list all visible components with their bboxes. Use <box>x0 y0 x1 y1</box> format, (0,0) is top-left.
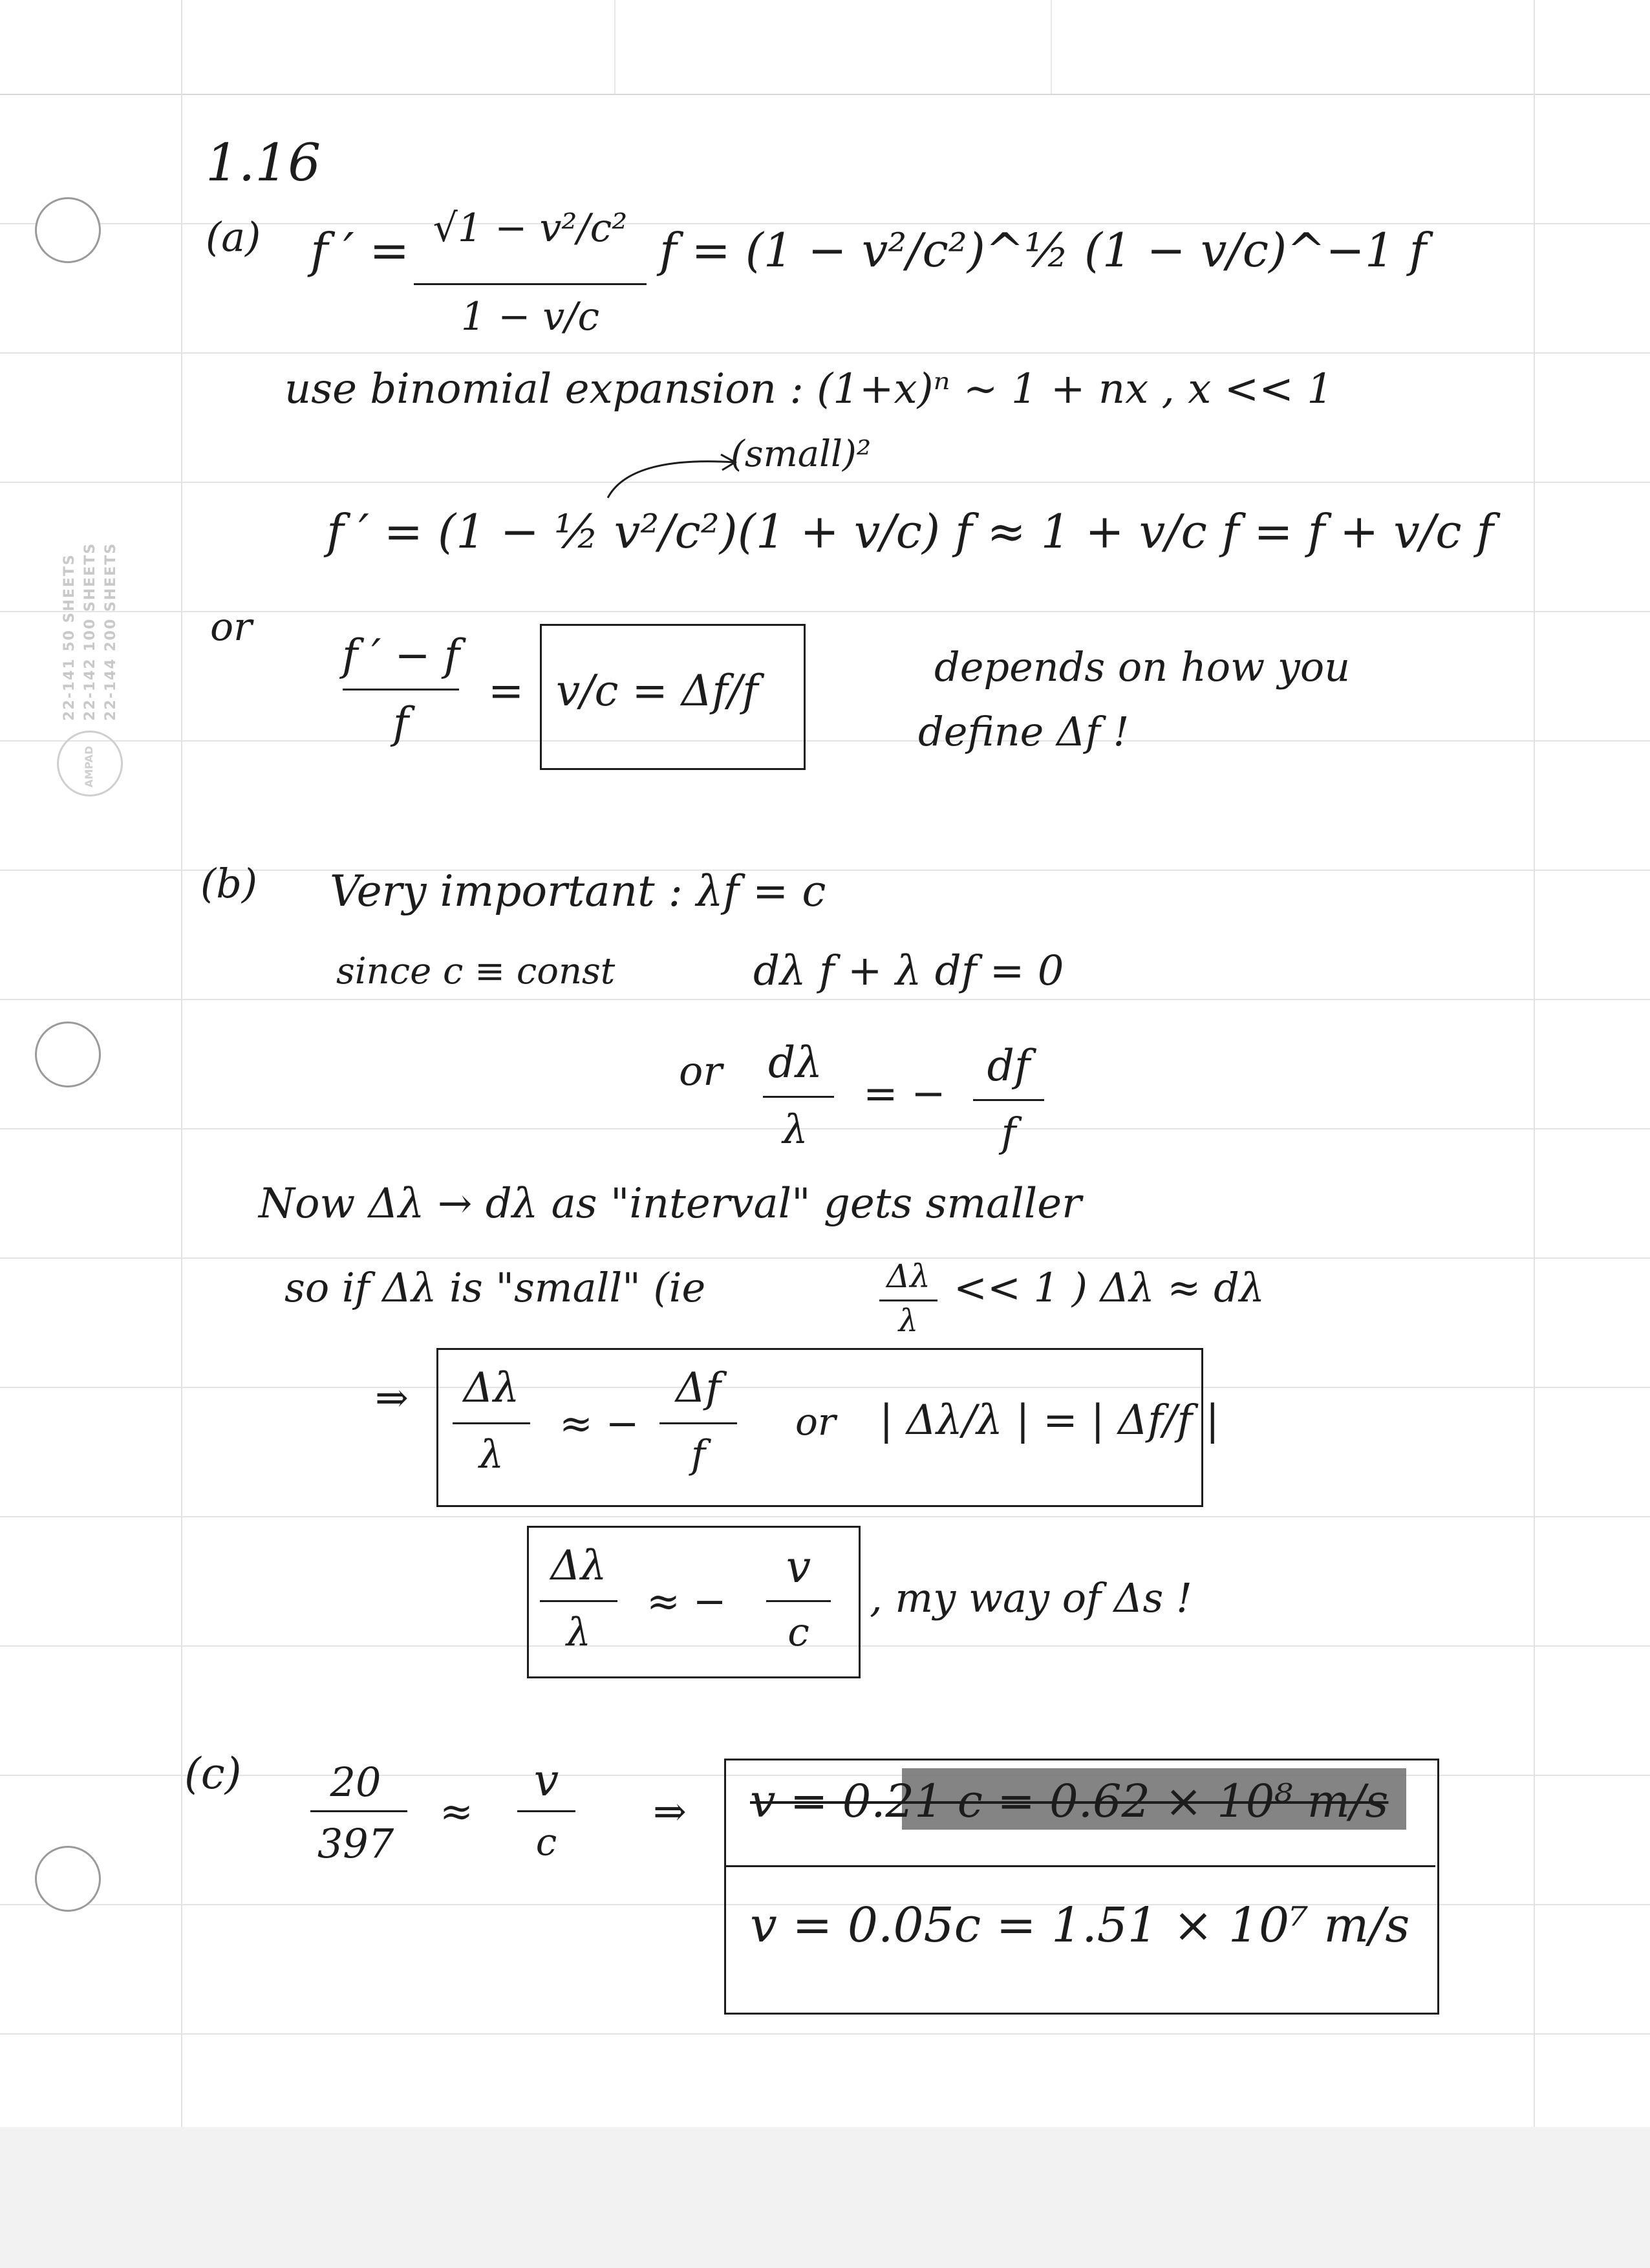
answer-box-divider <box>724 1865 1435 1867</box>
part-b-label: (b) <box>200 860 258 907</box>
faint-rule <box>0 1257 1650 1259</box>
b-line-5-right: << 1 ) Δλ ≈ dλ <box>954 1264 1265 1311</box>
eq1-lhs: f ′ = <box>310 223 410 279</box>
brand-line: 22-144 200 SHEETS <box>103 542 119 721</box>
box2-bar-left <box>540 1600 617 1602</box>
box2-den-right: c <box>788 1610 809 1655</box>
faint-rule <box>0 482 1650 483</box>
box2-den-left: λ <box>566 1610 592 1655</box>
binder-hole-top <box>35 197 101 263</box>
binder-hole-bottom <box>35 1846 101 1912</box>
box2-num-right: v <box>786 1542 811 1593</box>
eq1-rhs: f = (1 − v²/c²)^½ (1 − v/c)^−1 f <box>659 223 1427 277</box>
c-frac-num: 20 <box>330 1759 381 1806</box>
b-line-3-num-left: dλ <box>767 1038 823 1087</box>
c-v-bar <box>517 1810 575 1812</box>
b-line-5-frac-num: Δλ <box>886 1257 930 1295</box>
final-answer: v = 0.05c = 1.51 × 10⁷ m/s <box>750 1898 1410 1953</box>
result-a: v/c = Δf/f <box>556 666 758 716</box>
b-line-2-left: since c ≡ const <box>336 950 616 992</box>
box2-num-left: Δλ <box>550 1542 607 1590</box>
eq3-equals: = <box>488 666 524 716</box>
comment-line-2: define Δf ! <box>918 708 1130 755</box>
c-implies: ⇒ <box>653 1788 687 1835</box>
c-frac-bar <box>310 1810 407 1812</box>
comment-line-1: depends on how you <box>934 643 1351 690</box>
problem-number: 1.16 <box>206 133 321 193</box>
eq3-denominator: f <box>392 698 409 748</box>
right-margin-line <box>1534 0 1535 2127</box>
box2-comment: , my way of Δs ! <box>870 1574 1192 1621</box>
faint-rule <box>0 740 1650 742</box>
eq1-fraction-bar <box>414 283 647 285</box>
arrow-icon <box>605 449 740 501</box>
box1-abs: | Δλ/λ | = | Δf/f | <box>879 1396 1219 1444</box>
crossed-out-answer: v = 0.21 c = 0.62 × 10⁸ m/s <box>750 1775 1389 1828</box>
c-approx: ≈ <box>440 1788 473 1835</box>
faint-rule <box>0 999 1650 1000</box>
box1-approx: ≈ − <box>559 1400 639 1447</box>
b-line-3-num-right: df <box>987 1041 1031 1091</box>
brand-line: 22-141 50 SHEETS <box>61 553 78 721</box>
small-squared-note: (small)² <box>731 433 872 475</box>
c-v-num: v <box>533 1755 559 1806</box>
b-line-2-right: dλ f + λ df = 0 <box>753 947 1064 995</box>
b-line-3-or: or <box>679 1047 722 1095</box>
b-line-5-left: so if Δλ is "small" (ie <box>284 1264 706 1311</box>
implies-arrow: ⇒ <box>375 1374 409 1421</box>
faint-rule <box>0 2033 1650 2035</box>
b-line-3-bar-left <box>763 1096 834 1098</box>
brand-line: 22-142 100 SHEETS <box>82 542 98 721</box>
part-c-label: (c) <box>184 1749 242 1799</box>
box1-or: or <box>795 1400 836 1444</box>
faint-rule <box>0 1516 1650 1517</box>
b-line-3-den-left: λ <box>782 1106 808 1153</box>
binder-hole-middle <box>35 1022 101 1087</box>
faint-rule <box>0 352 1650 354</box>
b-line-5-frac-bar <box>879 1300 938 1301</box>
binomial-note: use binomial expansion : (1+x)ⁿ ~ 1 + nx , x << 1 <box>284 365 1333 413</box>
box1-bar-mid <box>659 1422 737 1424</box>
c-frac-den: 397 <box>317 1820 394 1867</box>
box1-num-left: Δλ <box>463 1364 520 1412</box>
c-v-den: c <box>535 1820 557 1864</box>
eq1-denominator: 1 − v/c <box>460 294 600 339</box>
b-line-5-frac-den: λ <box>898 1303 919 1339</box>
header-divider <box>614 0 616 94</box>
b-line-3-bar-right <box>973 1099 1044 1101</box>
box1-den-left: λ <box>478 1432 504 1477</box>
b-line-3-den-right: f <box>1001 1109 1016 1156</box>
header-rule <box>0 94 1650 95</box>
left-margin-line <box>181 0 182 2127</box>
box1-bar-left <box>453 1422 530 1424</box>
box1-den-mid: f <box>691 1432 706 1477</box>
eq1-numerator: √1 − v²/c² <box>433 206 628 251</box>
eq3-fraction-bar <box>343 689 459 690</box>
b-line-3-equals: = − <box>863 1070 946 1118</box>
b-line-4: Now Δλ → dλ as "interval" gets smaller <box>259 1180 1082 1228</box>
brand-logo-text: AMPAD <box>83 745 95 787</box>
part-a-label: (a) <box>206 213 261 261</box>
box1-num-mid: Δf <box>676 1364 721 1412</box>
part-a-or: or <box>210 604 252 650</box>
box2-bar-right <box>766 1600 831 1602</box>
eq3-numerator: f ′ − f <box>341 630 460 680</box>
b-line-1: Very important : λf = c <box>330 866 826 916</box>
box2-approx: ≈ − <box>647 1578 727 1625</box>
eq2: f ′ = (1 − ½ v²/c²)(1 + v/c) f ≈ 1 + v/c f = f + v/c f <box>327 504 1494 559</box>
header-divider <box>1051 0 1052 94</box>
